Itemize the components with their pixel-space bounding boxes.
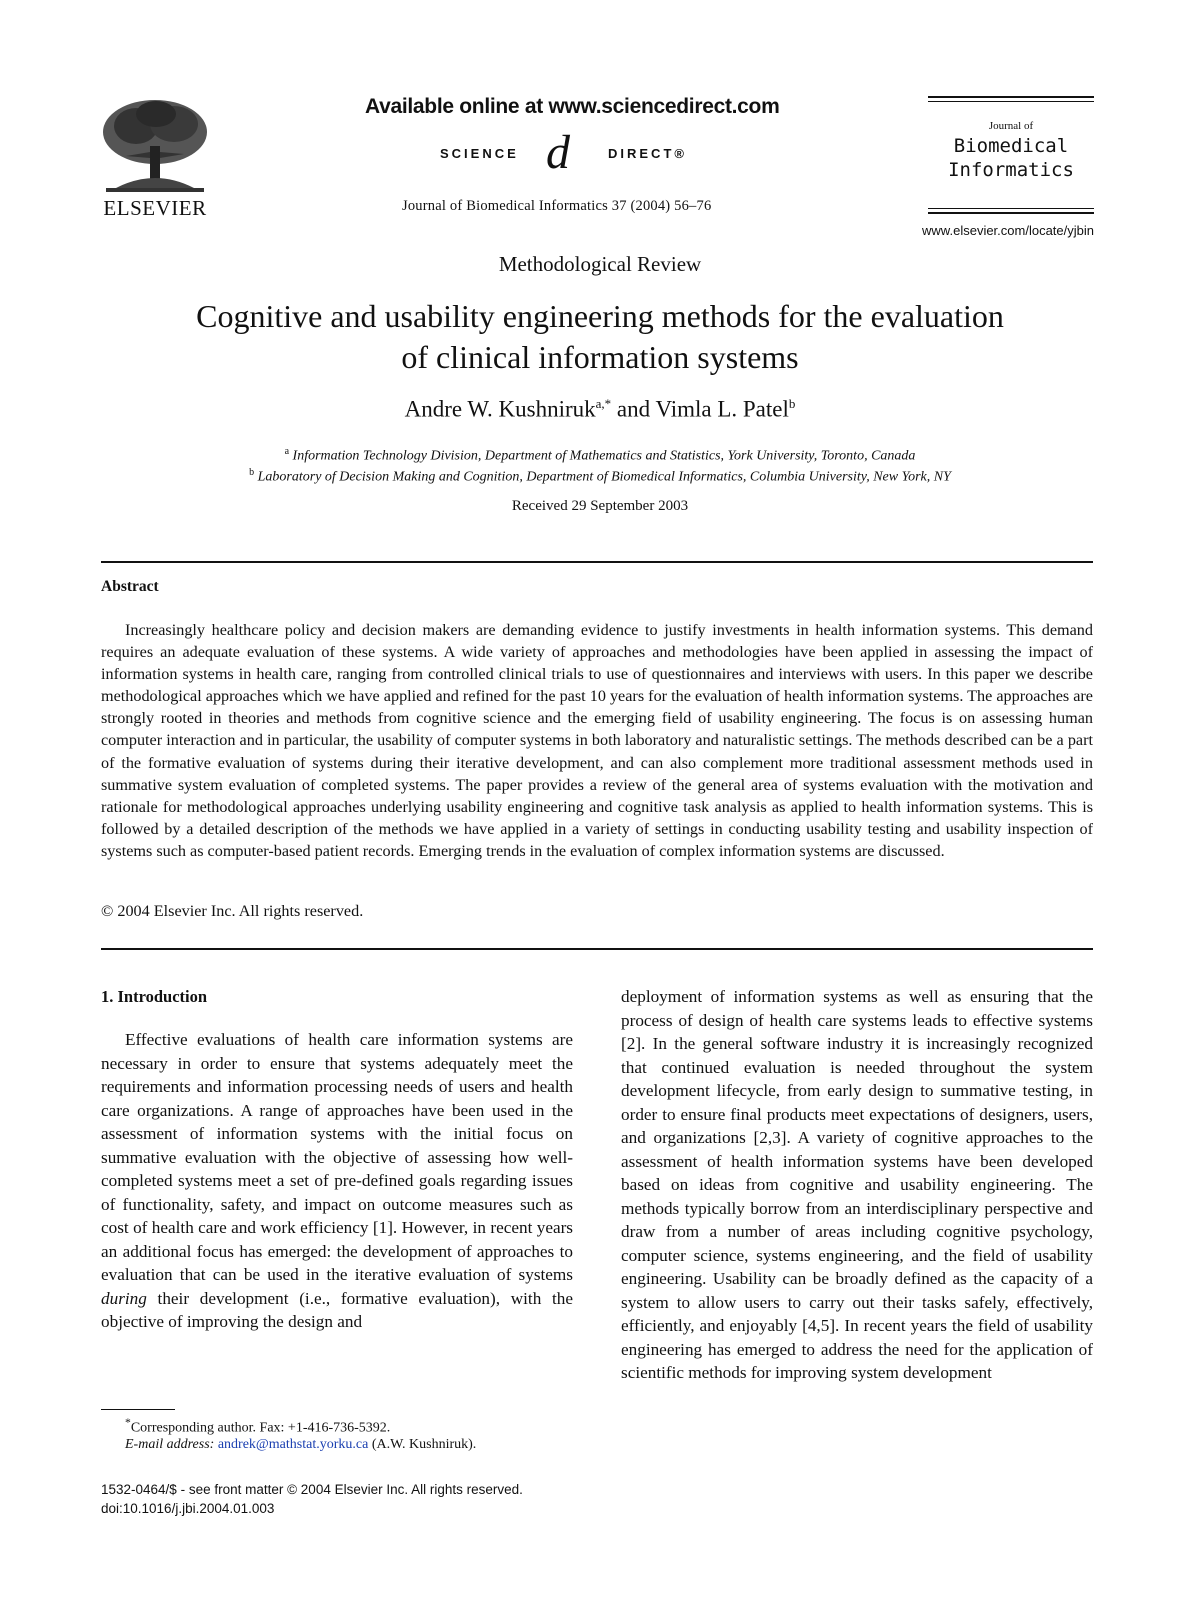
journal-logo-rule-top bbox=[928, 96, 1094, 102]
footnote-email bbox=[125, 1435, 476, 1455]
journal-reference: Journal of Biomedical Informatics 37 (2004) 56–76 bbox=[402, 198, 712, 214]
sciencedirect-left-text: SCIENCE bbox=[440, 146, 519, 161]
abstract-top-divider bbox=[101, 561, 1093, 563]
sciencedirect-logo bbox=[440, 128, 760, 182]
body-text-emphasis: during bbox=[101, 1288, 147, 1308]
affiliation-b bbox=[0, 467, 1200, 486]
affiliation-mark: b bbox=[249, 467, 255, 478]
affiliation-text: Laboratory of Decision Making and Cognition, Department of Biomedical Informatics, Columbia University, New York, NY bbox=[257, 469, 951, 485]
journal-logo-line1: Biomedical bbox=[953, 135, 1069, 157]
elsevier-wordmark: ELSEVIER bbox=[103, 196, 207, 220]
body-text: their development (i.e., formative evaluation), with the objective of improving the design and bbox=[101, 1288, 573, 1331]
journal-logo-rule-bottom bbox=[928, 208, 1094, 214]
affiliation-text: Information Technology Division, Department of Mathematics and Statistics, York University, Toronto, Canada bbox=[292, 448, 916, 464]
email-label: E-mail address: bbox=[125, 1437, 215, 1452]
available-online-banner[interactable]: Available online at www.sciencedirect.com bbox=[365, 95, 780, 118]
abstract-heading: Abstract bbox=[101, 578, 159, 595]
body-text: Effective evaluations of health care information systems are necessary in order to ensure that systems adequately meet the requirements and information processing needs of users and health care organizations. A range of approaches have been used in the assessment of information systems with the initial focus on summative evaluation with the objective of assessing how well-completed systems meet a set of pre-defined goals regarding issues of functionality, safety, and impact on outcome measures such as cost of health care and work efficiency [1]. However, in recent years an additional focus has emerged: the development of approaches to evaluation that can be used in the iterative evaluation of systems bbox=[101, 1030, 573, 1284]
affiliation-a bbox=[0, 446, 1200, 465]
sciencedirect-mark: d bbox=[546, 126, 570, 179]
issn-line: 1532-0464/$ - see front matter © 2004 Elsevier Inc. All rights reserved. bbox=[101, 1482, 523, 1497]
journal-logo-of: Journal of bbox=[988, 120, 1034, 132]
email-owner: (A.W. Kushniruk). bbox=[368, 1437, 477, 1452]
author-conjunction: and bbox=[611, 396, 656, 422]
sciencedirect-right-text: DIRECT® bbox=[608, 146, 687, 161]
journal-logo bbox=[928, 96, 1094, 214]
abstract-text: Increasingly healthcare policy and decision makers are demanding evidence to justify investments in health information systems. This demand requires an adequate evaluation of these systems. A wide variety of approaches and methodologies have been applied in assessing the impact of information systems in health care, ranging from controlled clinical trials to use of questionnaires and interviews with users. In this paper we describe methodological approaches which we have applied and refined for the past 10 years for the evaluation of health information systems. The approaches are strongly rooted in theories and methods from cognitive science and the emerging field of usability engineering. The focus is on assessing human computer interaction and in particular, the usability of computer systems in both laboratory and naturalistic settings. The methods described can be a part of the formative evaluation of systems during their iterative development, and can also complement more traditional assessment methods used in summative system evaluation of completed systems. The paper provides a review of the general area of systems evaluation with the motivation and rationale for methodological approaches underlying usability engineering and cognitive task analysis as applied to health information systems. This is followed by a detailed description of the methods we have applied in a variety of settings in conducting usability testing and usability inspection of systems such as computer-based patient records. Emerging trends in the evaluation of complex information systems are discussed. bbox=[101, 621, 1093, 860]
journal-logo-line2: Informatics bbox=[948, 159, 1074, 181]
journal-url-link[interactable]: www.elsevier.com/locate/yjbin bbox=[922, 223, 1094, 238]
paper-title-line2: of clinical information systems bbox=[401, 339, 799, 375]
author-name: Andre W. Kushniruk bbox=[404, 396, 596, 422]
footnote-text: Corresponding author. Fax: +1-416-736-5392. bbox=[130, 1420, 391, 1436]
copyright-notice: © 2004 Elsevier Inc. All rights reserved. bbox=[101, 902, 364, 920]
body-column-left bbox=[101, 1028, 573, 1334]
body-column-right: deployment of information systems as well as ensuring that the process of design of health care systems leads to effective systems [2]. In the general software industry it is increasingly recognized that continued evaluation is needed throughout the system development lifecycle, from early design to summative testing, in order to ensure final products meet expectations of designers, users, and organizations [2,3]. A variety of cognitive approaches to the assessment of health information systems have been developed based on ideas from cognitive and usability engineering. The methods typically borrow from an interdisciplinary perspective and draw from a number of areas including cognitive psychology, computer science, systems engineering, and the field of usability engineering. Usability can be broadly defined as the capacity of a system to allow users to carry out their tasks safely, effectively, efficiently, and enjoyably [4,5]. In recent years the field of usability engineering has emerged to address the need for the application of scientific methods for improving system development bbox=[621, 987, 1093, 1382]
doi-link[interactable]: doi:10.1016/j.jbi.2004.01.003 bbox=[101, 1501, 275, 1516]
journal-logo-title bbox=[928, 134, 1094, 182]
author-list bbox=[0, 396, 1200, 423]
footnote-mark: * bbox=[125, 1416, 131, 1429]
author-affiliation-mark[interactable]: b bbox=[788, 396, 796, 411]
author-name: Vimla L. Patel bbox=[655, 396, 789, 422]
section-type-label: Methodological Review bbox=[498, 252, 702, 276]
email-link[interactable]: andrek@mathstat.yorku.ca bbox=[217, 1437, 369, 1452]
footnote-divider bbox=[101, 1409, 175, 1410]
abstract-bottom-divider bbox=[101, 948, 1093, 950]
author-affiliation-mark[interactable]: a,* bbox=[595, 396, 612, 411]
paper-title bbox=[0, 296, 1200, 378]
affiliation-mark: a bbox=[284, 446, 290, 457]
received-date: Received 29 September 2003 bbox=[511, 498, 689, 514]
paper-title-line1: Cognitive and usability engineering methods for the evaluation bbox=[196, 298, 1004, 334]
section-heading-introduction: 1. Introduction bbox=[101, 987, 208, 1006]
